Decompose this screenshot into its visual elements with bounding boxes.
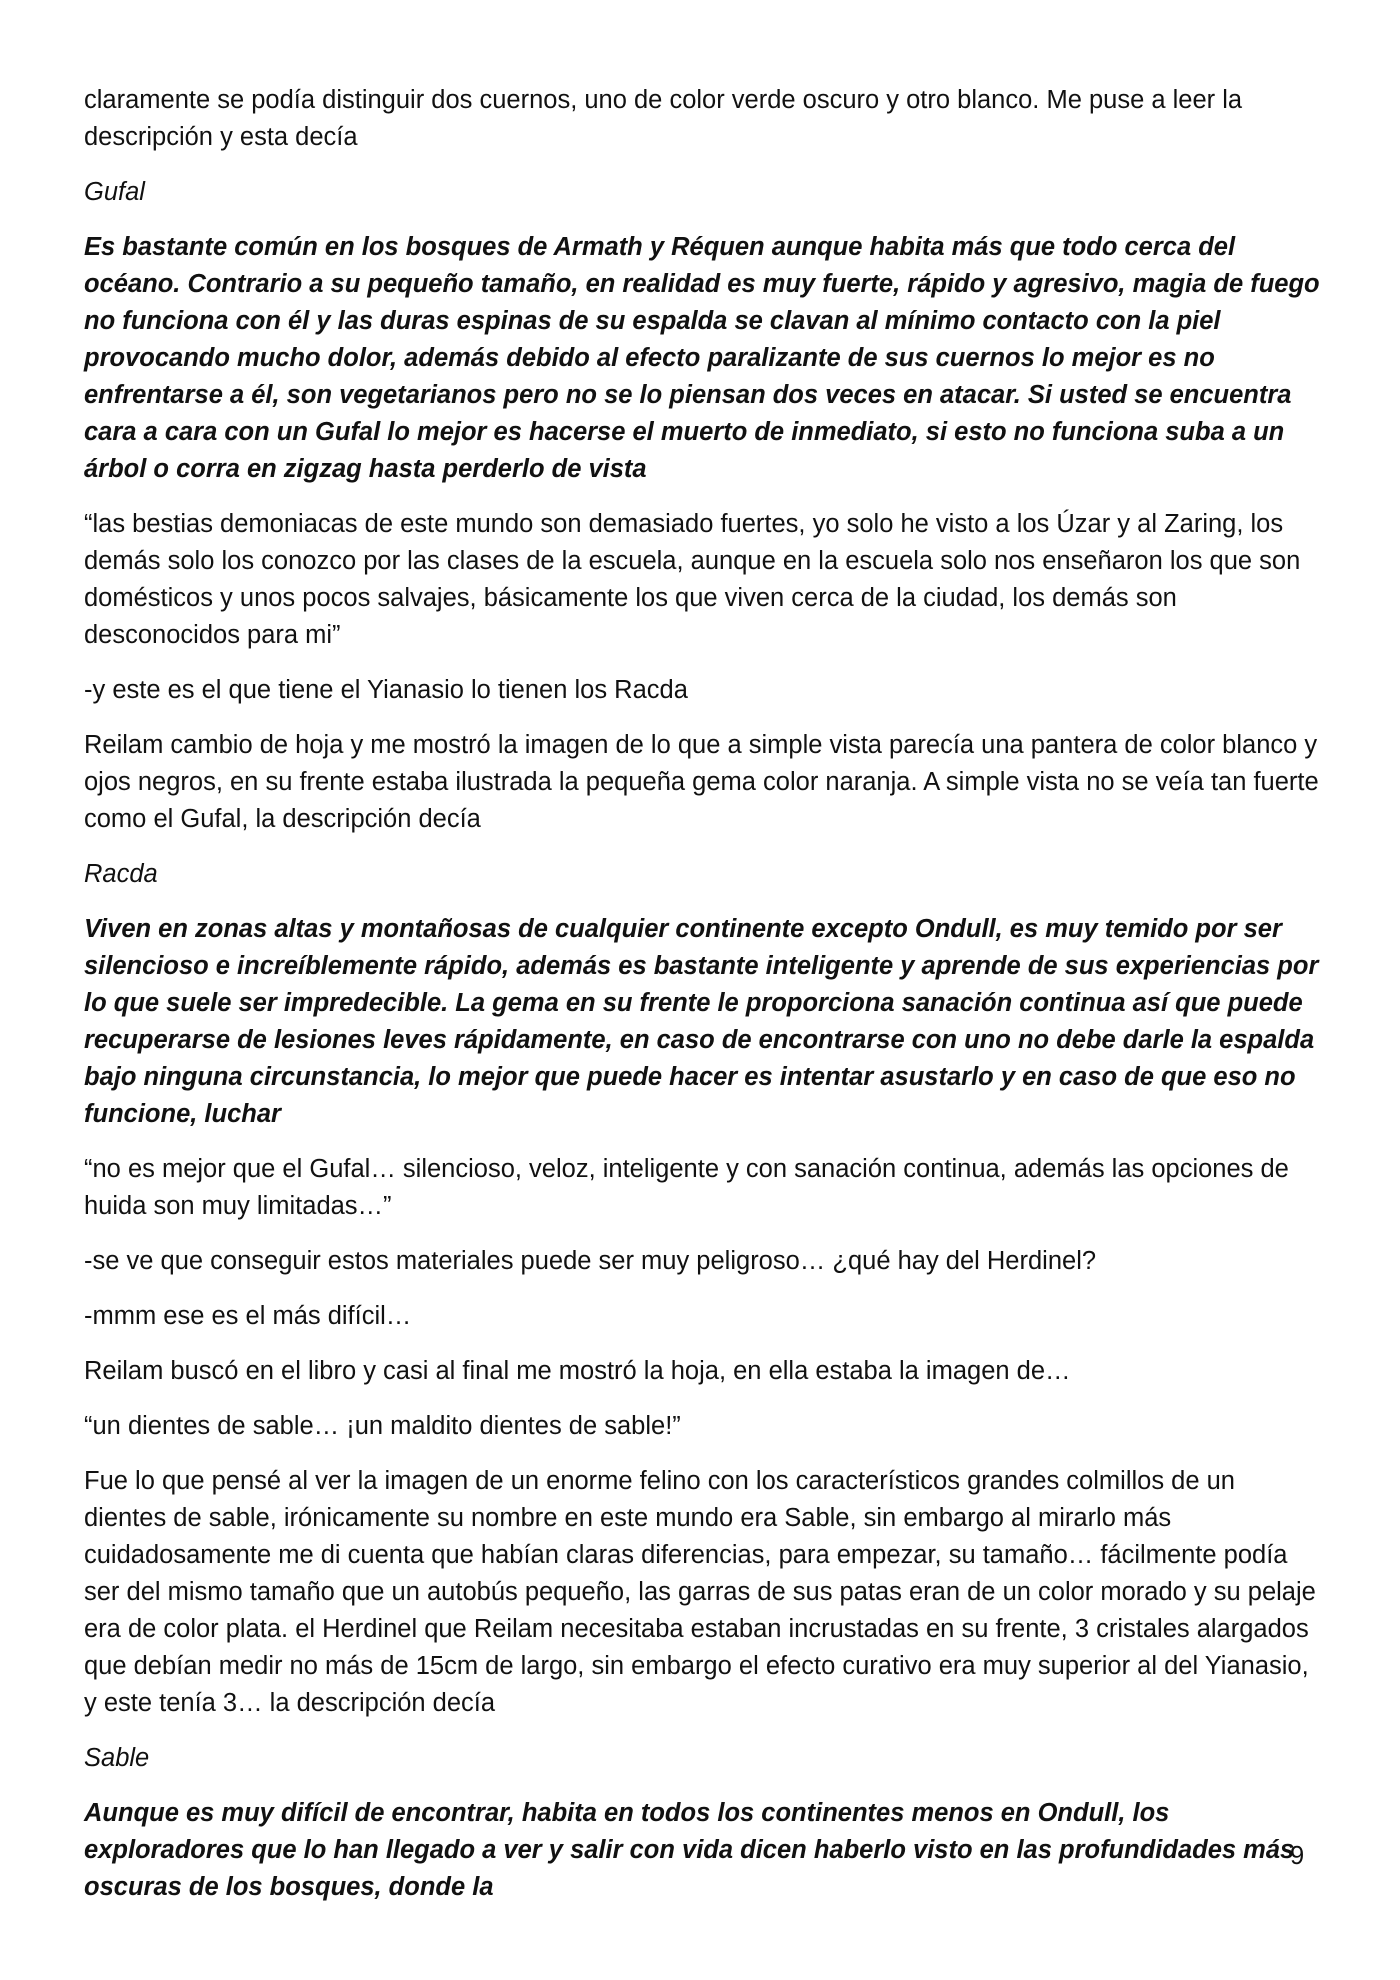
section-heading-racda: Racda — [84, 860, 158, 888]
page-number: 9 — [1290, 1842, 1305, 1870]
paragraph: Fue lo que pensé al ver la imagen de un enorme felino con los característicos grandes colmillos de un dientes de sable, irónicamente su nombre en este mundo era Sable, sin embargo al mirarlo más cuidadosamente me di cuenta que habían claras diferencias, para empezar, su tamaño… fácilmente podía ser del mismo tamaño que un autobús pequeño, las garras de sus patas eran de un color morado y su pelaje era de color plata. el Herdinel que Reilam necesitaba estaban incrustadas en su frente, 3 cristales alargados que debían medir no más de 15cm de largo, sin embargo el efecto curativo era muy superior al del Yianasio, y este tenía 3… la descripción decía — [84, 1467, 1316, 1717]
paragraph: Reilam cambio de hoja y me mostró la imagen de lo que a simple vista parecía una pantera de color blanco y ojos negros, en su frente estaba ilustrada la pequeña gema color naranja. A simple vista no se veía tan fuerte como el Gufal, la descripción decía — [84, 731, 1319, 833]
dialogue-line: -y este es el que tiene el Yianasio lo tienen los Racda — [84, 676, 688, 704]
section-heading-gufal: Gufal — [84, 178, 145, 206]
racda-description: Viven en zonas altas y montañosas de cualquier continente excepto Ondull, es muy temido por ser silencioso e increíblemente rápido, además es bastante inteligente y aprende de sus experiencias por lo que suele ser impredecible. La gema en su frente le proporciona sanación continua así que puede recuperarse de lesiones leves rápidamente, en caso de encontrarse con uno no debe darle la espalda bajo ninguna circunstancia, lo mejor que puede hacer es intentar asustarlo y en caso de que eso no funcione, luchar — [84, 915, 1319, 1128]
paragraph: “no es mejor que el Gufal… silencioso, veloz, inteligente y con sanación continua, además las opciones de huida son muy limitadas…” — [84, 1155, 1289, 1220]
gufal-description: Es bastante común en los bosques de Armath y Réquen aunque habita más que todo cerca del océano. Contrario a su pequeño tamaño, en realidad es muy fuerte, rápido y agresivo, magia de fuego no funciona con él y las duras espinas de su espalda se clavan al mínimo contacto con la piel provocando mucho dolor, además debido al efecto paralizante de sus cuernos lo mejor es no enfrentarse a él, son vegetarianos pero no se lo piensan dos veces en atacar. Si usted se encuentra cara a cara con un Gufal lo mejor es hacerse el muerto de inmediato, si esto no funciona suba a un árbol o corra en zigzag hasta perderlo de vista — [84, 233, 1320, 483]
dialogue-line: -mmm ese es el más difícil… — [84, 1302, 412, 1330]
paragraph: “un dientes de sable… ¡un maldito dientes de sable!” — [84, 1412, 681, 1440]
section-heading-sable: Sable — [84, 1744, 150, 1772]
document-body — [84, 82, 1320, 1924]
paragraph: Reilam buscó en el libro y casi al final me mostró la hoja, en ella estaba la imagen de… — [84, 1357, 1071, 1385]
dialogue-line: -se ve que conseguir estos materiales puede ser muy peligroso… ¿qué hay del Herdinel? — [84, 1247, 1097, 1275]
sable-description: Aunque es muy difícil de encontrar, habita en todos los continentes menos en Ondull, los exploradores que lo han llegado a ver y salir con vida dicen haberlo visto en las profundidades más oscuras de los bosques, donde la — [84, 1799, 1295, 1901]
paragraph: “las bestias demoniacas de este mundo son demasiado fuertes, yo solo he visto a los Úzar y al Zaring, los demás solo los conozco por las clases de la escuela, aunque en la escuela solo nos enseñaron los que son domésticos y unos pocos salvajes, básicamente los que viven cerca de la ciudad, los demás son desconocidos para mi” — [84, 510, 1301, 649]
paragraph: claramente se podía distinguir dos cuernos, uno de color verde oscuro y otro blanco. Me puse a leer la descripción y esta decía — [84, 86, 1243, 151]
